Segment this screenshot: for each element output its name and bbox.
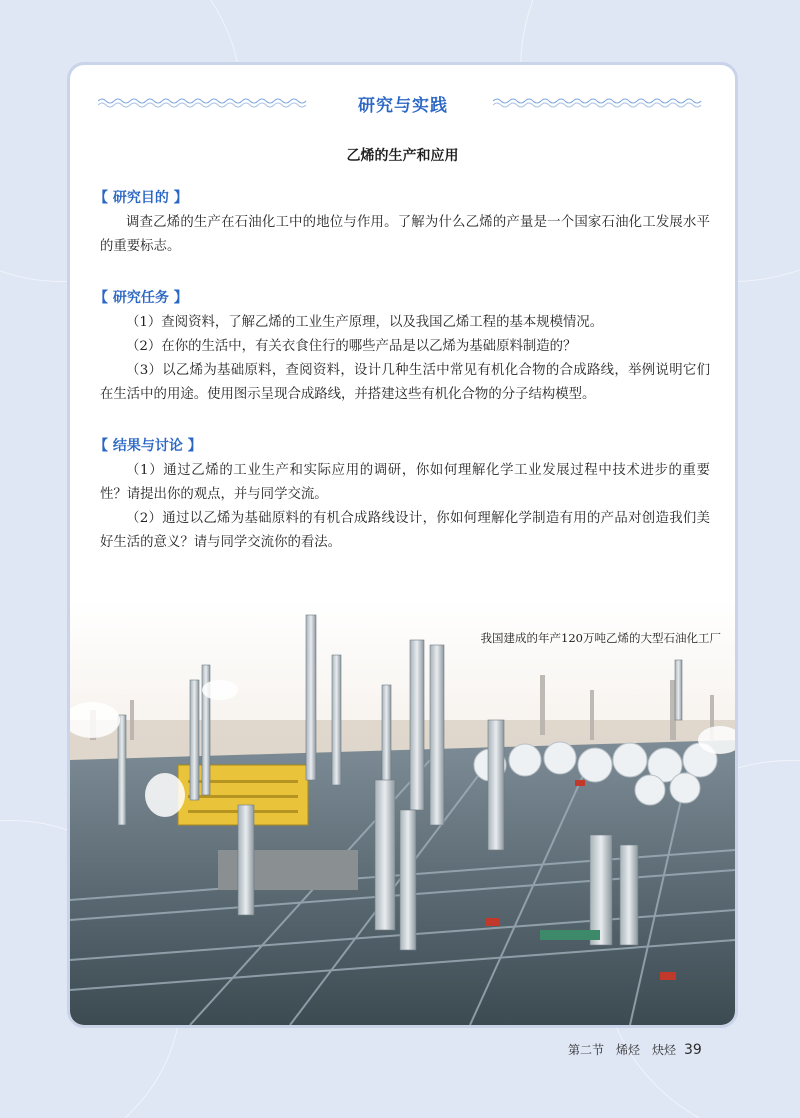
page-footer: [568, 1041, 702, 1058]
section-heading: 【 研究任务 】: [94, 290, 188, 306]
paragraph: （1）通过乙烯的工业生产和实际应用的调研，你如何理解化学工业发展过程中技术进步的重要性？请提出你的观点，并与同学交流。: [100, 463, 710, 502]
section-heading: 【 研究目的 】: [94, 190, 188, 206]
section-research-purpose: [94, 187, 710, 259]
banner-title: 研究与实践: [358, 96, 448, 116]
content-card: [70, 65, 735, 1025]
section-banner: [98, 91, 708, 115]
photo-caption: 我国建成的年产120万吨乙烯的大型石油化工厂: [480, 631, 721, 645]
paragraph: （2）在你的生活中，有关衣食住行的哪些产品是以乙烯为基础原料制造的？: [126, 339, 577, 354]
page-number: 39: [684, 1042, 702, 1058]
petrochemical-plant-photo: [70, 600, 735, 1025]
wave-divider-right: [493, 95, 708, 111]
footer-section-label: 第二节 烯烃 炔烃: [568, 1043, 677, 1057]
section-results-discussion: [94, 435, 710, 555]
paragraph: （1）查阅资料，了解乙烯的工业生产原理，以及我国乙烯工程的基本规模情况。: [126, 315, 604, 330]
paragraph: （2）通过以乙烯为基础原料的有机合成路线设计，你如何理解化学制造有用的产品对创造我们美好生活的意义？请与同学交流你的看法。: [100, 511, 710, 550]
section-research-tasks: [94, 287, 710, 407]
section-heading: 【 结果与讨论 】: [94, 438, 202, 454]
article-title: 乙烯的生产和应用: [346, 148, 459, 164]
paragraph: （3）以乙烯为基础原料，查阅资料，设计几种生活中常见有机化合物的合成路线，举例说明它们在生活中的用途。使用图示呈现合成路线，并搭建这些有机化合物的分子结构模型。: [100, 363, 710, 402]
paragraph: 调查乙烯的生产在石油化工中的地位与作用。了解为什么乙烯的产量是一个国家石油化工发展水平的重要标志。: [100, 215, 710, 254]
plant-illustration: [70, 600, 735, 1025]
